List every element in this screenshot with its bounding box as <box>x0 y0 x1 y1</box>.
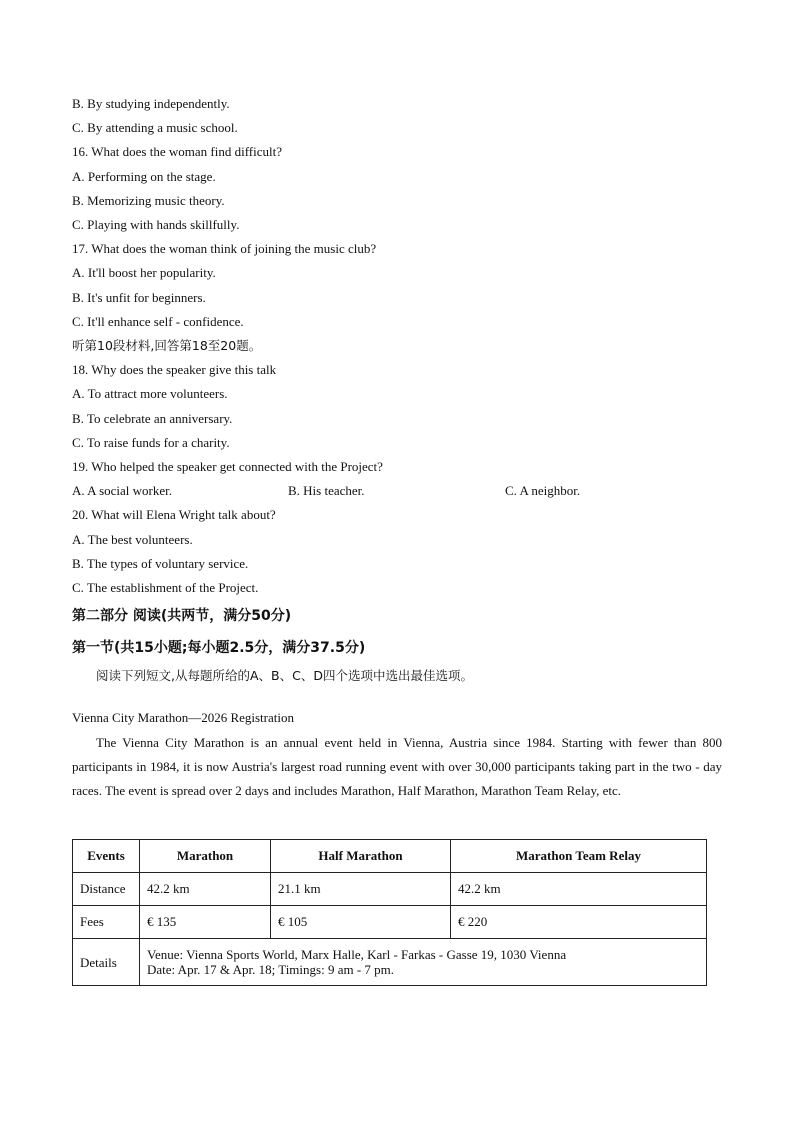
q20-option-a: A. The best volunteers. <box>72 531 193 547</box>
header-events: Events <box>73 840 140 873</box>
cell-marathon-distance: 42.2 km <box>140 873 271 906</box>
q16-option-a: A. Performing on the stage. <box>72 168 216 184</box>
table-row <box>73 906 707 939</box>
q16-option-c: C. Playing with hands skillfully. <box>72 217 240 233</box>
table-row <box>73 873 707 906</box>
cell-marathon-fee: € 135 <box>140 906 271 939</box>
row-label-fees: Fees <box>73 906 140 939</box>
q18-option-b: B. To celebrate an anniversary. <box>72 410 233 426</box>
q18-option-c: C. To raise funds for a charity. <box>72 434 230 450</box>
row-label-distance: Distance <box>73 873 140 906</box>
q19-options <box>72 479 722 503</box>
q17-option-c: C. It'll enhance self - confidence. <box>72 313 244 329</box>
q18-question: 18. Why does the speaker give this talk <box>72 362 277 378</box>
q15-option-b: B. By studying independently. <box>72 96 230 111</box>
section10-instruction: 听第10段材料,回答第18至20题。 <box>72 338 262 354</box>
q17-question: 17. What does the woman think of joining the music club? <box>72 241 377 257</box>
header-team-relay: Marathon Team Relay <box>451 840 707 873</box>
q15-option-c: C. By attending a music school. <box>72 120 238 136</box>
table-header-row <box>73 840 707 873</box>
cell-half-distance: 21.1 km <box>271 873 451 906</box>
q19-option-a: A. A social worker. <box>72 483 173 499</box>
cell-half-fee: € 105 <box>271 906 451 939</box>
q16-option-b: B. Memorizing music theory. <box>72 192 225 208</box>
cell-relay-fee: € 220 <box>451 906 707 939</box>
q18-option-a: A. To attract more volunteers. <box>72 386 228 402</box>
cell-details <box>140 939 707 986</box>
q19-option-b: B. His teacher. <box>288 483 365 499</box>
q20-option-c: C. The establishment of the Project. <box>72 580 259 596</box>
passage-title: Vienna City Marathon—2026 Registration <box>72 710 294 726</box>
details-date: Date: Apr. 17 & Apr. 18; Timings: 9 am - 7 pm. <box>147 962 395 977</box>
header-half-marathon: Half Marathon <box>271 840 451 873</box>
passage-paragraph: The Vienna City Marathon is an annual event held in Vienna, Austria since 1984. Starting with fewer than 800 participants in 1984, it is now Austria's largest road running event with over 30,000 participants taking part in the two - day races. The event is spread over 2 days and includes Marathon, Half Marathon, Marathon Team Relay, etc. <box>72 734 722 799</box>
q16-question: 16. What does the woman find difficult? <box>72 144 282 160</box>
cell-relay-distance: 42.2 km <box>451 873 707 906</box>
section-heading: 第一节(共15小题;每小题2.5分，满分37.5分) <box>72 640 366 657</box>
events-table <box>72 839 707 986</box>
exam-page <box>72 92 722 803</box>
header-marathon: Marathon <box>140 840 271 873</box>
reading-instruction: 阅读下列短文,从每题所给的A、B、C、D四个选项中选出最佳选项。 <box>96 668 473 684</box>
details-venue: Venue: Vienna Sports World, Marx Halle, Karl - Farkas - Gasse 19, 1030 Vienna <box>147 947 567 962</box>
q19-option-c: C. A neighbor. <box>505 483 581 499</box>
q17-option-a: A. It'll boost her popularity. <box>72 265 216 281</box>
q20-option-b: B. The types of voluntary service. <box>72 555 249 571</box>
q17-option-b: B. It's unfit for beginners. <box>72 289 206 305</box>
q19-question: 19. Who helped the speaker get connected with the Project? <box>72 459 383 475</box>
part-heading: 第二部分 阅读(共两节，满分50分) <box>72 608 292 625</box>
q20-question: 20. What will Elena Wright talk about? <box>72 507 276 523</box>
row-label-details: Details <box>73 939 140 986</box>
table-row-details <box>73 939 707 986</box>
